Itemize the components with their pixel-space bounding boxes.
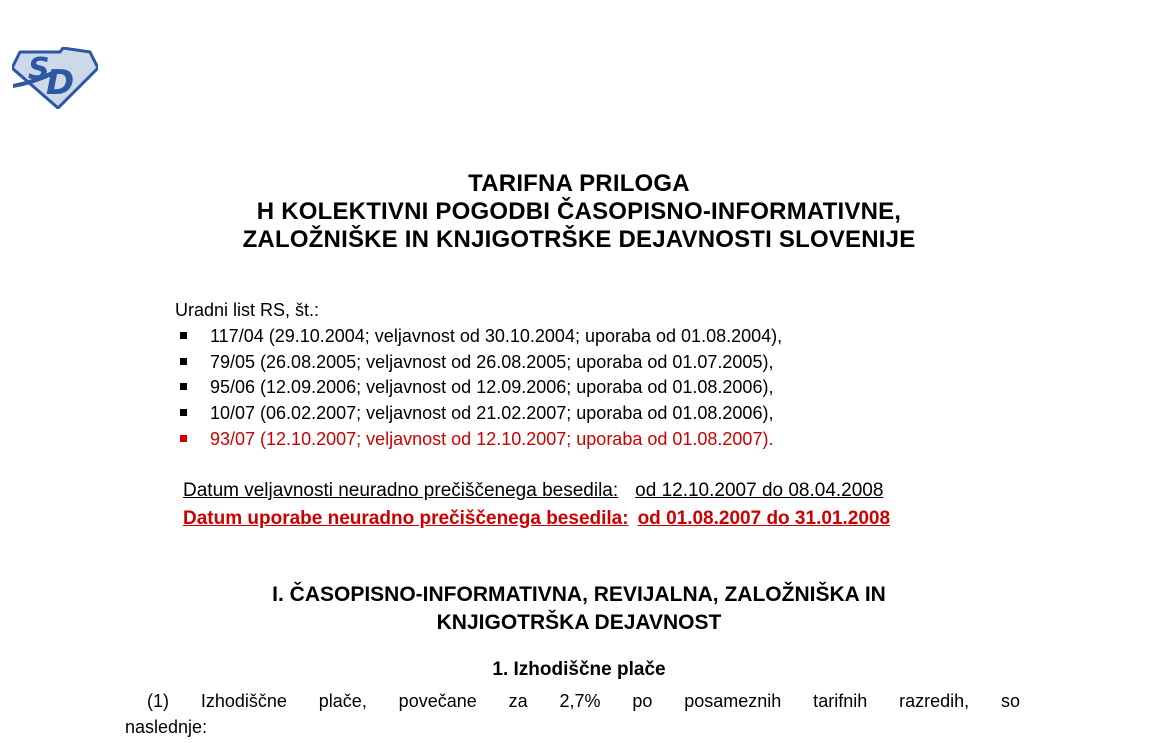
section-heading-line-2: KNJIGOTRŠKA DEJAVNOST (436, 611, 722, 634)
validity-label: Datum veljavnosti neuradno prečiščenega besedila: (183, 480, 619, 501)
validity-line (183, 477, 890, 505)
usage-line (183, 505, 890, 533)
gazette-list (180, 324, 782, 453)
gazette-item-text: 117/04 (29.10.2004; veljavnost od 30.10.2004; uporaba od 01.08.2004), (210, 326, 783, 346)
gazette-item (180, 401, 782, 427)
section-heading-line-1: I. ČASOPISNO-INFORMATIVNA, REVIJALNA, ZALOŽNIŠKA IN (272, 583, 886, 606)
title-line-2: H KOLEKTIVNI POGODBI ČASOPISNO-INFORMATIVNE, (256, 198, 902, 225)
gazette-intro: Uradni list RS, št.: (175, 300, 320, 320)
body-paragraph (125, 688, 1020, 740)
paragraph-line-2: naslednje: (125, 717, 208, 737)
gazette-item (180, 324, 782, 350)
sd-shield-icon (12, 47, 98, 109)
gazette-item (180, 350, 782, 376)
square-bullet-icon (180, 409, 187, 416)
subsection-heading: 1. Izhodiščne plače (492, 659, 666, 680)
validity-value: od 12.10.2007 do 08.04.2008 (635, 480, 884, 501)
logo-letter-s: S (28, 52, 50, 87)
square-bullet-icon (180, 332, 187, 339)
square-bullet-icon (180, 383, 187, 390)
section-heading (128, 581, 1030, 637)
document-title (128, 170, 1030, 254)
title-line-1: TARIFNA PRILOGA (468, 170, 690, 197)
gazette-item-text: 10/07 (06.02.2007; veljavnost od 21.02.2007; uporaba od 01.08.2006), (210, 403, 774, 424)
square-bullet-icon (180, 435, 187, 442)
usage-value: od 01.08.2007 do 31.01.2008 (637, 508, 891, 529)
validity-dates (183, 477, 890, 533)
title-line-3: ZALOŽNIŠKE IN KNJIGOTRŠKE DEJAVNOSTI SLOVENIJE (242, 226, 916, 253)
gazette-item-text: 95/06 (12.09.2006; veljavnost od 12.09.2006; uporaba od 01.08.2006), (210, 377, 774, 398)
gazette-item-highlighted (180, 427, 782, 453)
gazette-item-text: 93/07 (12.10.2007; veljavnost od 12.10.2007; uporaba od 01.08.2007). (210, 428, 774, 449)
gazette-item-text: 79/05 (26.08.2005; veljavnost od 26.08.2005; uporaba od 01.07.2005), (210, 351, 774, 372)
logo-letter-d: D (46, 63, 75, 103)
square-bullet-icon (180, 358, 187, 365)
paragraph-line-1: (1) Izhodiščne plače, povečane za 2,7% po posameznih tarifnih razredih, so (147, 691, 1020, 711)
usage-label: Datum uporabe neuradno prečiščenega besedila: (183, 508, 629, 529)
sd-logo (12, 47, 98, 109)
gazette-item (180, 375, 782, 401)
